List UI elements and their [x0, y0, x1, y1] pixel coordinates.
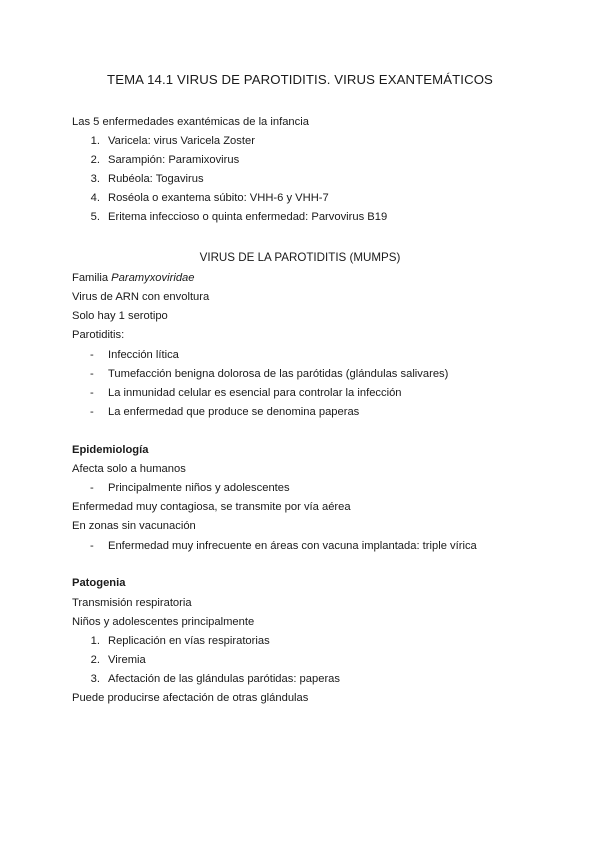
- list-marker: -: [90, 540, 94, 552]
- text-line: Transmisión respiratoria: [72, 597, 192, 609]
- list-marker: 2.: [90, 654, 100, 666]
- list-marker: -: [90, 406, 94, 418]
- list-marker: 1.: [90, 635, 100, 647]
- list-text: Replicación en vías respiratorias: [108, 635, 270, 647]
- family-name: Paramyxoviridae: [111, 272, 195, 284]
- list-marker: 4.: [90, 192, 100, 204]
- text-line: Afecta solo a humanos: [72, 463, 186, 475]
- list-marker: -: [90, 349, 94, 361]
- list-marker: 1.: [90, 135, 100, 147]
- list-text: Varicela: virus Varicela Zoster: [108, 135, 255, 147]
- section-heading-epidemiologia: Epidemiología: [72, 444, 149, 456]
- section-heading-mumps: VIRUS DE LA PAROTIDITIS (MUMPS): [199, 251, 401, 264]
- text-line: Puede producirse afectación de otras glándulas: [72, 692, 309, 704]
- list-text: Tumefacción benigna dolorosa de las parótidas (glándulas salivares): [108, 368, 449, 380]
- text-line: Virus de ARN con envoltura: [72, 291, 210, 303]
- list-text: Eritema infeccioso o quinta enfermedad: Parvovirus B19: [108, 211, 388, 223]
- list-text: Principalmente niños y adolescentes: [108, 482, 290, 494]
- list-marker: 2.: [90, 154, 100, 166]
- list-text: Rubéola: Togavirus: [108, 173, 204, 185]
- list-marker: -: [90, 368, 94, 380]
- section-heading-patogenia: Patogenia: [72, 577, 126, 589]
- page-title: TEMA 14.1 VIRUS DE PAROTIDITIS. VIRUS EXANTEMÁTICOS: [107, 72, 493, 87]
- list-text: La inmunidad celular es esencial para controlar la infección: [108, 387, 402, 399]
- list-text: Afectación de las glándulas parótidas: paperas: [108, 673, 340, 685]
- intro-heading: Las 5 enfermedades exantémicas de la infancia: [72, 116, 309, 128]
- text-line: Enfermedad muy contagiosa, se transmite por vía aérea: [72, 501, 351, 513]
- text-line: Parotiditis:: [72, 329, 125, 341]
- list-marker: 3.: [90, 673, 100, 685]
- list-marker: -: [90, 387, 94, 399]
- list-text: Sarampión: Paramixovirus: [108, 154, 240, 166]
- list-text: Viremia: [108, 654, 146, 666]
- list-marker: 3.: [90, 173, 100, 185]
- list-marker: -: [90, 482, 94, 494]
- list-text: La enfermedad que produce se denomina paperas: [108, 406, 360, 418]
- family-label: Familia: [72, 272, 112, 284]
- list-marker: 5.: [90, 211, 100, 223]
- text-line: Niños y adolescentes principalmente: [72, 616, 255, 628]
- list-text: Enfermedad muy infrecuente en áreas con vacuna implantada: triple vírica: [108, 540, 477, 552]
- family-line: [72, 271, 195, 285]
- list-text: Roséola o exantema súbito: VHH-6 y VHH-7: [108, 192, 329, 204]
- text-line: En zonas sin vacunación: [72, 520, 196, 532]
- list-text: Infección lítica: [108, 349, 179, 361]
- text-line: Solo hay 1 serotipo: [72, 310, 168, 322]
